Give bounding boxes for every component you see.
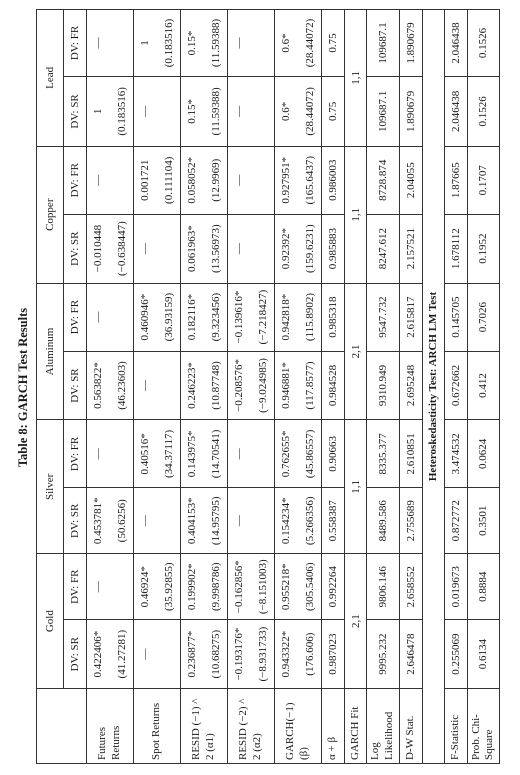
coef-cell: −0.010448: [87, 214, 110, 283]
coef-cell: 0.422406*: [87, 620, 110, 689]
value-cell: 0.019673: [444, 554, 467, 620]
value-cell: 0.145705: [444, 283, 467, 351]
coef-cell: 0.942818*: [275, 283, 298, 351]
coef-cell: 0.943322*: [275, 620, 298, 689]
coef-cell: 0.143975*: [181, 420, 204, 488]
tstat-cell: (9.998786): [204, 554, 228, 620]
row-label: Prob. Chi-Square: [467, 689, 500, 764]
value-cell: 0.255069: [444, 620, 467, 689]
value-cell: 2.046438: [444, 10, 467, 77]
tstat-cell: [251, 488, 275, 554]
commodity-header: Gold: [37, 554, 64, 689]
value-cell: 2.658552: [399, 554, 422, 620]
tstat-cell: (176.606): [298, 620, 322, 689]
value-cell: 2.755689: [399, 488, 422, 554]
coef-cell: 0.946881*: [275, 351, 298, 420]
tstat-cell: [157, 76, 181, 146]
value-cell: 0.985318: [322, 283, 345, 351]
coef-cell: 0.46924*: [134, 554, 157, 620]
coef-cell: 0.92392*: [275, 214, 298, 283]
value-cell: 1.678112: [444, 214, 467, 283]
coef-row: [134, 10, 157, 764]
tstat-cell: (−7.218427): [251, 283, 275, 351]
tstat-cell: [110, 10, 134, 77]
tstat-cell: [251, 76, 275, 146]
coef-cell: 0.955218*: [275, 554, 298, 620]
coef-cell: 0.6*: [275, 76, 298, 146]
commodity-header: Copper: [37, 146, 64, 283]
value-cell: 0.1526: [467, 10, 500, 77]
value-cell: 8728.874: [367, 146, 400, 214]
tstat-cell: (−9.024985): [251, 351, 275, 420]
value-cell: 0.1707: [467, 146, 500, 214]
tstat-cell: [251, 214, 275, 283]
tstat-cell: (305.5406): [298, 554, 322, 620]
row-label: GARCH(−1) (β): [275, 689, 322, 764]
tstat-cell: [251, 420, 275, 488]
corner-cell: [37, 689, 87, 764]
tstat-cell: (−8.931733): [251, 620, 275, 689]
value-cell: 0.75: [322, 10, 345, 77]
dv-header: DV: SR: [64, 214, 87, 283]
fit-cell: 2,1: [345, 283, 367, 420]
dv-header-row: [64, 10, 87, 764]
value-cell: 0.992264: [322, 554, 345, 620]
value-cell: 1.890679: [399, 10, 422, 77]
value-cell: 2.157521: [399, 214, 422, 283]
coef-cell: 0.453781*: [87, 488, 110, 554]
coef-cell: 1: [134, 10, 157, 77]
tstat-cell: (46.23603): [110, 351, 134, 420]
value-cell: 0.986003: [322, 146, 345, 214]
value-cell: 2.646478: [399, 620, 422, 689]
tstat-cell: (0.183516): [157, 10, 181, 77]
tstat-cell: (12.9969): [204, 146, 228, 214]
coef-cell: —: [228, 420, 251, 488]
value-cell: 0.8884: [467, 554, 500, 620]
coef-row: [87, 10, 110, 764]
commodity-header: Aluminum: [37, 283, 64, 420]
stat-row: [251, 10, 275, 764]
value-cell: 0.412: [467, 351, 500, 420]
value-cell: 0.985883: [322, 214, 345, 283]
row-label: α + β: [322, 689, 345, 764]
row-label: RESID (−2) ^ 2 (α2): [228, 689, 275, 764]
coef-cell: —: [134, 214, 157, 283]
tstat-cell: [157, 351, 181, 420]
row-label: D-W Stat.: [399, 689, 422, 764]
tstat-cell: (36.93159): [157, 283, 181, 351]
tstat-cell: [157, 214, 181, 283]
coef-cell: —: [228, 488, 251, 554]
coef-cell: 0.15*: [181, 76, 204, 146]
value-cell: 0.558387: [322, 488, 345, 554]
tstat-cell: (28.44072): [298, 76, 322, 146]
row-label: Spot Returns: [134, 689, 181, 764]
tstat-cell: (28.44072): [298, 10, 322, 77]
tstat-cell: (11.59388): [204, 76, 228, 146]
tstat-cell: (14.95795): [204, 488, 228, 554]
tstat-cell: (34.37117): [157, 420, 181, 488]
tstat-cell: (−8.151003): [251, 554, 275, 620]
value-cell: 0.672662: [444, 351, 467, 420]
coef-cell: —: [87, 420, 110, 488]
tstat-cell: [110, 146, 134, 214]
dv-header: DV: FR: [64, 10, 87, 77]
row-label: Futures Returns: [87, 689, 134, 764]
tstat-cell: [251, 146, 275, 214]
alpha-beta-row: [322, 10, 345, 764]
tstat-cell: (0.183516): [110, 76, 134, 146]
tstat-cell: (−0.638447): [110, 214, 134, 283]
value-cell: 9310.949: [367, 351, 400, 420]
dv-header: DV: SR: [64, 351, 87, 420]
value-cell: 8247.612: [367, 214, 400, 283]
tstat-cell: (11.59388): [204, 10, 228, 77]
tstat-cell: (10.87748): [204, 351, 228, 420]
coef-cell: 0.15*: [181, 10, 204, 77]
table-title: Table 8: GARCH Test Results: [16, 307, 30, 468]
coef-cell: —: [228, 76, 251, 146]
value-cell: 109687.1: [367, 10, 400, 77]
value-cell: 8489.586: [367, 488, 400, 554]
value-cell: 1.87665: [444, 146, 467, 214]
coef-cell: —: [228, 10, 251, 77]
coef-cell: 1: [87, 76, 110, 146]
stat-row: [157, 10, 181, 764]
tstat-cell: (115.8902): [298, 283, 322, 351]
commodity-header: Silver: [37, 420, 64, 554]
coef-cell: 0.236877*: [181, 620, 204, 689]
tstat-cell: (45.86557): [298, 420, 322, 488]
tstat-cell: [251, 10, 275, 77]
coef-cell: —: [134, 488, 157, 554]
tstat-cell: (0.111104): [157, 146, 181, 214]
tstat-cell: (5.266356): [298, 488, 322, 554]
prob-chi-row: [467, 10, 500, 764]
tstat-cell: (41.27281): [110, 620, 134, 689]
coef-cell: —: [134, 351, 157, 420]
fit-cell: 2,1: [345, 554, 367, 689]
coef-cell: —: [228, 214, 251, 283]
coef-cell: 0.246223*: [181, 351, 204, 420]
coef-cell: 0.404153*: [181, 488, 204, 554]
dv-header: DV: FR: [64, 146, 87, 214]
value-cell: 0.1526: [467, 76, 500, 146]
row-label: Log Likelihood: [367, 689, 400, 764]
commodity-header-row: [37, 10, 64, 764]
coef-row: [228, 10, 251, 764]
coef-cell: 0.762655*: [275, 420, 298, 488]
tstat-cell: [110, 554, 134, 620]
coef-cell: 0.001721: [134, 146, 157, 214]
value-cell: 0.75: [322, 76, 345, 146]
coef-cell: 0.563822*: [87, 351, 110, 420]
value-cell: 2.610851: [399, 420, 422, 488]
tstat-cell: (10.68275): [204, 620, 228, 689]
value-cell: 0.90663: [322, 420, 345, 488]
coef-cell: −0.162856*: [228, 554, 251, 620]
coef-cell: −0.208576*: [228, 351, 251, 420]
dw-stat-row: [399, 10, 422, 764]
stat-row: [298, 10, 322, 764]
coef-cell: 0.154234*: [275, 488, 298, 554]
stat-row: [204, 10, 228, 764]
log-likelihood-row: [367, 10, 400, 764]
tstat-cell: [110, 283, 134, 351]
value-cell: 9995.232: [367, 620, 400, 689]
het-test-title: Heteroskedasticity Test: ARCH LM Test: [422, 10, 444, 764]
fit-cell: 1,1: [345, 10, 367, 147]
dv-header: DV: FR: [64, 554, 87, 620]
tstat-cell: (50.6256): [110, 488, 134, 554]
coef-cell: 0.6*: [275, 10, 298, 77]
value-cell: 9806.146: [367, 554, 400, 620]
dv-header: DV: FR: [64, 283, 87, 351]
coef-row: [275, 10, 298, 764]
coef-cell: −0.193176*: [228, 620, 251, 689]
value-cell: 1.890679: [399, 76, 422, 146]
coef-cell: —: [87, 554, 110, 620]
tstat-cell: [110, 420, 134, 488]
coef-cell: 0.199902*: [181, 554, 204, 620]
coef-cell: 0.460946*: [134, 283, 157, 351]
coef-cell: —: [87, 146, 110, 214]
coef-cell: —: [87, 283, 110, 351]
commodity-header: Lead: [37, 10, 64, 147]
tstat-cell: (117.8577): [298, 351, 322, 420]
value-cell: 0.984528: [322, 351, 345, 420]
coef-cell: —: [134, 620, 157, 689]
value-cell: 2.04055: [399, 146, 422, 214]
coef-cell: —: [87, 10, 110, 77]
coef-cell: 0.061963*: [181, 214, 204, 283]
tstat-cell: (14.70541): [204, 420, 228, 488]
value-cell: 8335.377: [367, 420, 400, 488]
value-cell: 109687.1: [367, 76, 400, 146]
coef-row: [181, 10, 204, 764]
f-statistic-row: [444, 10, 467, 764]
value-cell: 0.7026: [467, 283, 500, 351]
garch-results-table: [36, 9, 500, 764]
tstat-cell: (165.6437): [298, 146, 322, 214]
fit-cell: 1,1: [345, 146, 367, 283]
tstat-cell: (35.92855): [157, 554, 181, 620]
value-cell: 0.1952: [467, 214, 500, 283]
tstat-cell: (159.6231): [298, 214, 322, 283]
coef-cell: 0.40516*: [134, 420, 157, 488]
tstat-cell: (13.56973): [204, 214, 228, 283]
fit-cell: 1,1: [345, 420, 367, 554]
row-label: GARCH Fit: [345, 689, 367, 764]
tstat-cell: [157, 488, 181, 554]
coef-cell: 0.927951*: [275, 146, 298, 214]
value-cell: 0.3501: [467, 488, 500, 554]
value-cell: 0.6134: [467, 620, 500, 689]
coef-cell: 0.058052*: [181, 146, 204, 214]
het-test-header-row: [422, 10, 444, 764]
coef-cell: 0.182116*: [181, 283, 204, 351]
tstat-cell: (9.323456): [204, 283, 228, 351]
value-cell: 9547.732: [367, 283, 400, 351]
value-cell: 0.0624: [467, 420, 500, 488]
value-cell: 2.615817: [399, 283, 422, 351]
value-cell: 2.695248: [399, 351, 422, 420]
dv-header: DV: SR: [64, 76, 87, 146]
row-label: F-Statistic: [444, 689, 467, 764]
coef-cell: —: [134, 76, 157, 146]
garch-fit-row: [345, 10, 367, 764]
value-cell: 2.046438: [444, 76, 467, 146]
coef-cell: —: [228, 146, 251, 214]
value-cell: 0.987023: [322, 620, 345, 689]
dv-header: DV: SR: [64, 620, 87, 689]
dv-header: DV: FR: [64, 420, 87, 488]
dv-header: DV: SR: [64, 488, 87, 554]
stat-row: [110, 10, 134, 764]
coef-cell: −0.139616*: [228, 283, 251, 351]
value-cell: 3.474532: [444, 420, 467, 488]
value-cell: 0.872772: [444, 488, 467, 554]
row-label: RESID (−1) ^ 2 (α1): [181, 689, 228, 764]
tstat-cell: [157, 620, 181, 689]
